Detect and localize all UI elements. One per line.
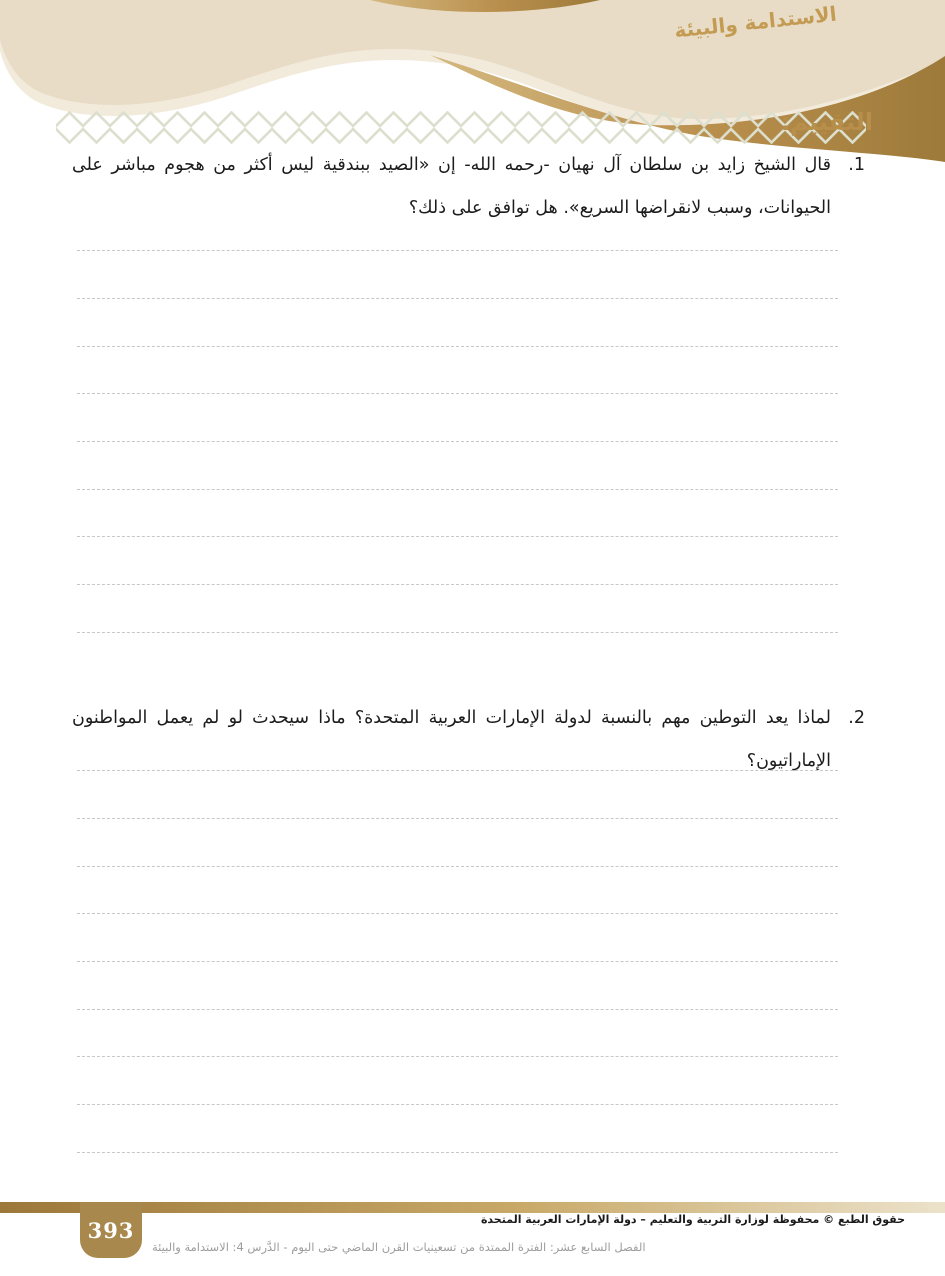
footer-chapter-info: الفصل السابع عشر: الفترة الممتدة من تسعينيات القرن الماضي حتى اليوم - الدَّرس 4: الاستدامة والبيئة: [152, 1240, 646, 1254]
answer-line: [77, 585, 838, 633]
answer-line: [77, 347, 838, 395]
question-2-answer-area: [77, 724, 838, 1153]
answer-line: [77, 394, 838, 442]
answer-line: [77, 490, 838, 538]
answer-line: [77, 299, 838, 347]
answer-line: [77, 204, 838, 252]
question-1-number: 1.: [848, 155, 865, 175]
assessment-heading: التقييم:: [780, 108, 873, 136]
question-2-number: 2.: [848, 708, 865, 728]
footer-copyright: حقوق الطبع © محفوظة لوزارة التربية والتعليم – دولة الإمارات العربية المتحدة: [480, 1213, 905, 1226]
answer-line: [77, 914, 838, 962]
answer-line: [77, 537, 838, 585]
answer-line: [77, 867, 838, 915]
subject-label: الاستدامة والبيئة: [673, 1, 838, 43]
answer-line: [77, 1057, 838, 1105]
question-2-text: لماذا يعد التوطين مهم بالنسبة لدولة الإمارات العربية المتحدة؟ ماذا سيحدث لو لم يعمل المواطنون الإماراتيون؟: [72, 708, 831, 771]
question-1-text: قال الشيخ زايد بن سلطان آل نهيان -رحمه الله- إن «الصيد ببندقية ليس أكثر من هجوم مباشر على الحيوانات، وسبب لانقراضها السريع». هل توافق على ذلك؟: [72, 155, 831, 218]
answer-line: [77, 771, 838, 819]
answer-line: [77, 1010, 838, 1058]
page-number: 393: [87, 1217, 135, 1243]
answer-line: [77, 819, 838, 867]
answer-line: [77, 1105, 838, 1153]
answer-line: [77, 442, 838, 490]
answer-line: [77, 724, 838, 772]
answer-line: [77, 251, 838, 299]
answer-line: [77, 962, 838, 1010]
page-number-badge: [80, 1202, 142, 1258]
question-1-answer-area: [77, 204, 838, 633]
diamond-divider: [56, 111, 866, 144]
